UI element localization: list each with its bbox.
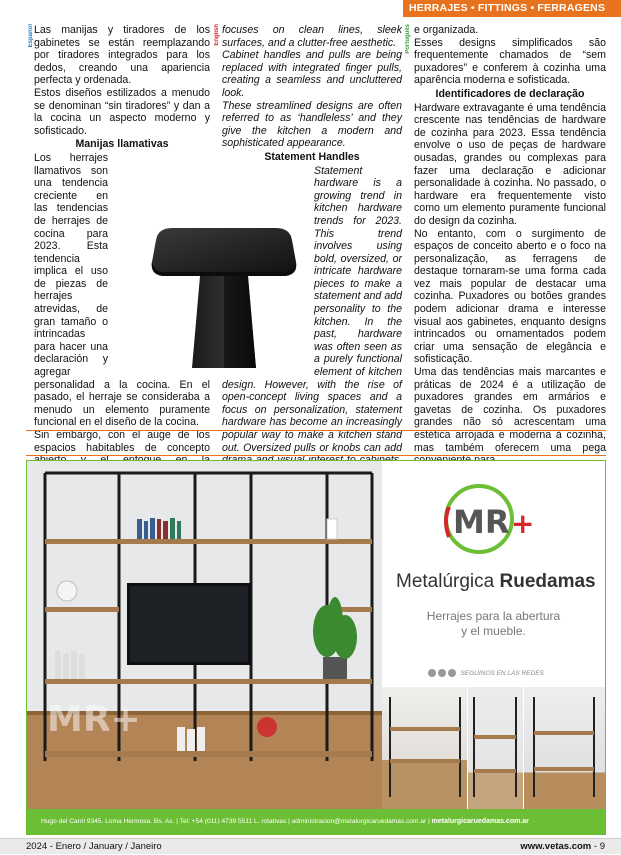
photo-thumb <box>468 687 523 809</box>
paragraph: No entanto, com o surgimento de espaços de conceito aberto e o foco na personalização, as ferragens de destaque tornaram-se uma forma cada vez mais popular de destacar uma cozinha. Puxadores ou botões grandes podem adicionar drama e interesse visual aos gabinetes, enquanto designs intrincados ou ornamentados podem criar uma sensação de elegância e sofisticação. <box>414 227 606 366</box>
ruedamas-logo <box>435 479 555 555</box>
lang-tag-en: English <box>214 24 220 46</box>
paragraph: Esses designs simplificados são frequentemente chamados de “sem puxadores” e conferem à cozinha uma aparência moderna e sofisticada. <box>414 36 606 87</box>
tagline: Herrajes para la abertura y el mueble. <box>426 609 561 638</box>
column-portuguese <box>414 24 606 454</box>
paragraph: Los herrajes llamativos son una tendencia creciente en las tendencias de herrajes de cocina para 2023. Esta tendencia implica el uso de piezas de herrajes atrevidas, de gran tamaño o intrincadas para hacer una declaración y agregar personalidad a la cocina. En el pasado, el herraje se consideraba a menudo un elemento puramente funcional en el diseño de la cocina. <box>34 151 210 429</box>
page-number: - 9 <box>591 841 605 852</box>
page-footer <box>0 838 621 854</box>
paragraph: Las manijas y tiradores de los gabinetes se están reemplazando por tiradores integrados para los dedos, creando una apariencia perfecta y ordenada. <box>34 24 210 87</box>
paragraph: These streamlined designs are often referred to as ‘handleless’ and they give the kitchen a modern and sophisticated appearance. <box>222 99 402 150</box>
divider <box>26 430 606 431</box>
cabinet-knob-image <box>138 222 308 374</box>
svg-text:MR+: MR+ <box>47 699 141 740</box>
logo-mr: MR <box>453 503 510 541</box>
divider <box>26 455 606 456</box>
shelving-photo <box>27 461 382 809</box>
footer-right <box>520 839 605 855</box>
facebook-icon[interactable] <box>428 669 436 677</box>
paragraph: Estos diseños estilizados a menudo se denominan “sin tiradores” y dan a la cocina un aspecto moderno y sofisticado. <box>34 86 210 137</box>
paragraph: e organizada. <box>414 24 479 36</box>
photo-thumb <box>382 687 467 809</box>
lang-tag-es: Español <box>28 24 34 48</box>
subheading: Statement Handles <box>264 150 360 163</box>
paragraph: Sin embargo, con el auge de los espacios habitables de concepto <box>34 429 210 454</box>
photo-thumb <box>524 687 605 809</box>
brand-name: Metalúrgica Ruedamas <box>396 571 596 592</box>
section-header: HERRAJES • FITTINGS • FERRAGENS <box>403 0 621 17</box>
social-row: SEGUINOS EN LAS REDES <box>428 669 544 677</box>
instagram-icon[interactable] <box>438 669 446 677</box>
lang-tag-pt: Português <box>405 24 411 54</box>
site-link[interactable]: www.vetas.com <box>520 841 592 852</box>
subheading: Manijas llamativas <box>75 138 169 151</box>
logo-plus: + <box>511 507 535 540</box>
paragraph: Uma das tendências mais marcantes e práticas de 2024 é a utilização de puxadores grandes em armários e gavetas de cozinha. Os puxadores grandes não só acrescentam uma estética arrojada e moderna à cozinha, mas também oferecem uma pega <box>414 366 606 454</box>
advertisement-contact-bar: Hugo del Carril 9345. Loma Hermosa. Bs. As. | Tel: +54 (011) 4739 5511 L. rotativas | administracion@metalurgicaruedamas.com.ar | metalurgicaruedamas.com.ar <box>27 809 605 834</box>
advertiser-website-link[interactable]: metalurgicaruedamas.com.ar <box>431 818 529 825</box>
paragraph: focuses on clean lines, sleek surfaces, and a clutter-free aesthetic. <box>222 24 402 49</box>
subheading: Identificadores de declaração <box>435 87 585 100</box>
paragraph: Cabinet handles and pulls are being replaced with integrated finger pulls, creating a seamless and uncluttered look. <box>222 49 402 99</box>
advertisement-brand-panel <box>382 461 605 809</box>
paragraph: Hardware extravagante é uma tendência crescente nas tendências de hardware de cozinha para 2023. Essa tendência envolve o uso de peças de hardware ousadas, grandes ou complexas para fazer uma declaração e adicionar personalidade à cozinha. No passado, o hardware era frequentemente visto como um elemento puramente funcional do design da cozinha. <box>414 101 606 227</box>
whatsapp-icon[interactable] <box>448 669 456 677</box>
paragraph: Statement hardware is a growing trend in kitchen hardware trends for 2023. This trend involves using bold, oversized, or intricate hardware pieces to make a statement and add personality to the kitchen. In the past, hardware was often seen as a purely functional element of kitchen design. However, with the rise of open-concept living spaces and a focus on personalization, statement hardware has become an increasingly popular way to make a kitchen stand out. Oversized pulls or knobs can add <box>222 164 402 454</box>
advertisement[interactable] <box>26 460 606 835</box>
issue-date: 2024 - Enero / January / Janeiro <box>26 841 162 852</box>
